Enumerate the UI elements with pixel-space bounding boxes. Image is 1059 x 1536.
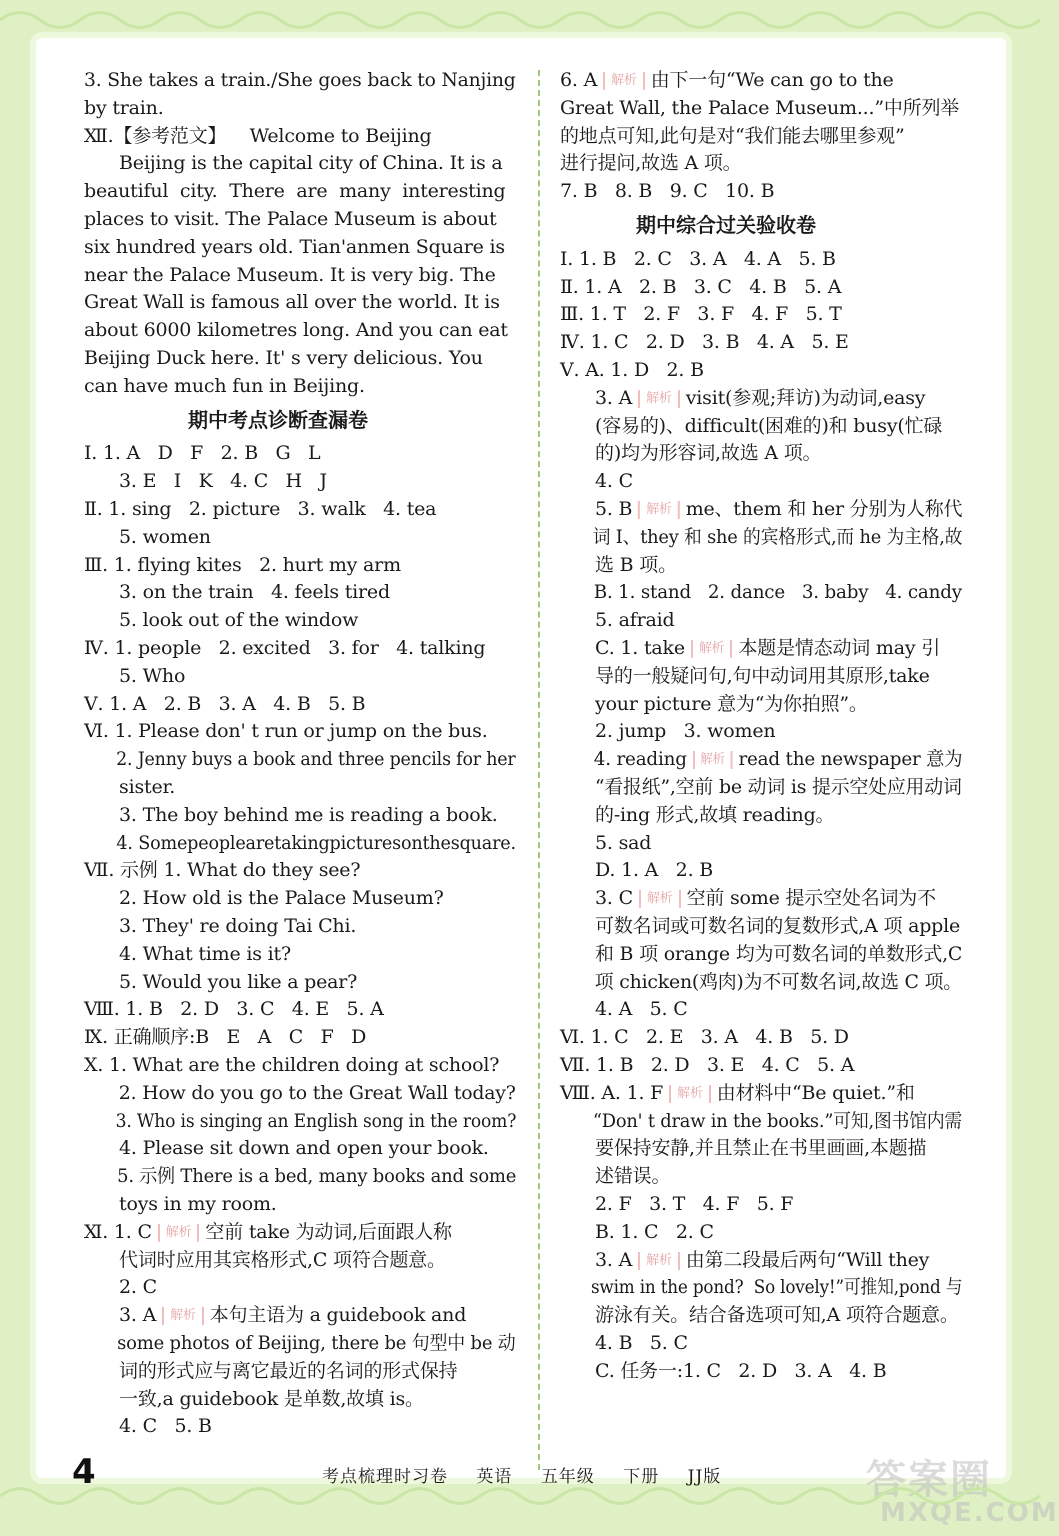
- answer-line: [84, 495, 436, 523]
- answer-line: [84, 717, 488, 745]
- answer-line: [84, 94, 164, 122]
- watermark-url: MXQE.COM: [880, 1498, 1059, 1528]
- answer-line: [84, 344, 483, 372]
- answer-line: [84, 634, 485, 662]
- answer-text: 2. F 3. T 4. F 5. F: [560, 1193, 794, 1215]
- answer-text: 和 B 项 orange 均为可数名词的单数形式,C: [560, 942, 963, 965]
- answer-text: 7. B 8. B 9. C 10. B: [560, 180, 775, 203]
- answer-line: [84, 606, 358, 634]
- analysis-text: 由第二段最后两句“Will they: [685, 1248, 930, 1271]
- answer-text: Ⅰ. 1. A D F 2. B G L: [84, 442, 321, 465]
- answer-line: [560, 1329, 688, 1357]
- answer-line: [84, 1385, 424, 1413]
- answer-line: [560, 1218, 714, 1246]
- answer-text: Ⅴ. 1. A 2. B 3. A 4. B 5. B: [84, 692, 366, 715]
- answer-text: 可数名词或可数名词的复数形式,A 项 apple: [560, 915, 961, 937]
- answer-line: [560, 122, 904, 150]
- answer-text: Ⅱ. 1. sing 2. picture 3. walk 4. tea: [84, 498, 437, 520]
- analysis-tag: 解析: [638, 501, 680, 519]
- answer-line: [84, 801, 498, 829]
- answer-text: 4. A 5. C: [560, 998, 688, 1021]
- answer-text: “看报纸”,空前 be 动词 is 提示空处应用动词: [560, 776, 962, 798]
- answer-text: Ⅲ. 1. T 2. F 3. F 4. F 5. T: [560, 303, 842, 326]
- answer-text: 2. How do you go to the Great Wall today?: [84, 1081, 516, 1104]
- answer-text: Ⅴ. A. 1. D 2. B: [560, 359, 704, 381]
- answer-line: [560, 467, 633, 495]
- answer-text: 5. women: [84, 525, 211, 548]
- answer-line: [84, 523, 211, 551]
- answer-text: swim in the pond? So lovely!”可推知,pond 与: [560, 1276, 963, 1299]
- watermark-text: 答案圈: [866, 1457, 992, 1503]
- answer-text: 5. Who: [84, 664, 186, 687]
- analysis-tag: 解析: [158, 1224, 200, 1242]
- answer-text: 3. They' re doing Tai Chi.: [84, 915, 357, 937]
- analysis-tag: 解析: [603, 72, 645, 90]
- analysis-tag: 解析: [691, 640, 733, 658]
- answer-text: six hundred years old. Tian'anmen Square is: [84, 235, 505, 258]
- answer-line: [84, 578, 390, 606]
- answer-line: [84, 829, 516, 857]
- answer-text: 3. A: [560, 1248, 633, 1271]
- answer-line: [560, 690, 868, 718]
- answer-line: [560, 578, 962, 606]
- analysis-text: read the newspaper 意为: [738, 748, 963, 771]
- answer-line: [84, 1079, 516, 1107]
- answer-text: Ⅷ. A. 1. F: [560, 1081, 664, 1104]
- answer-text: 4. Somepeoplearetakingpicturesonthesquare.: [84, 831, 516, 854]
- answer-text: 5. B: [560, 498, 633, 520]
- answer-line: [560, 149, 741, 177]
- answer-line: [84, 288, 500, 316]
- answer-line: [84, 773, 175, 801]
- answer-text: by train.: [84, 96, 164, 119]
- answer-text: 4. B 5. C: [560, 1332, 688, 1354]
- answer-line: [560, 968, 962, 996]
- answer-line: [84, 316, 508, 344]
- analysis-text: 由材料中“Be quiet.”和: [716, 1081, 915, 1104]
- answer-line: [84, 1023, 366, 1051]
- answer-text: 4. C: [560, 470, 633, 493]
- column-divider: [538, 70, 540, 1470]
- analysis-tag: 解析: [693, 751, 733, 769]
- answer-line: [84, 662, 185, 690]
- answer-line: [560, 717, 775, 745]
- answer-line: [560, 439, 821, 467]
- answer-text: your picture 意为“为你拍照”。: [560, 692, 868, 715]
- answer-text: 3. on the train 4. feels tired: [84, 581, 390, 604]
- answer-text: 4. What time is it?: [84, 942, 291, 965]
- analysis-tag: 解析: [638, 1252, 680, 1270]
- edition-label: JJ版: [687, 1467, 722, 1487]
- analysis-text: 本题是情态动词 may 引: [738, 637, 941, 659]
- answer-line: [84, 66, 516, 94]
- answer-text: Ⅶ. 1. B 2. D 3. E 4. C 5. A: [560, 1054, 855, 1076]
- answer-line: [84, 1134, 489, 1162]
- answer-text: 词的形式应与离它最近的名词的形式保持: [84, 1359, 458, 1382]
- analysis-tag: 解析: [162, 1307, 204, 1325]
- answer-text: Ⅱ. 1. A 2. B 3. C 4. B 5. A: [560, 275, 842, 298]
- answer-text: 的-ing 形式,故填 reading。: [560, 803, 835, 826]
- answer-text: C. 任务一:1. C 2. D 3. A 4. B: [560, 1359, 887, 1382]
- answer-line: [560, 1134, 926, 1162]
- answer-line: [560, 177, 774, 205]
- answer-line: [84, 149, 503, 177]
- section-title: 期中综合过关验收卷: [636, 213, 816, 237]
- answer-text: 3. She takes a train./She goes back to Nanjing: [84, 69, 516, 91]
- answer-line: [560, 773, 962, 801]
- answer-line: [560, 1301, 959, 1329]
- answer-text: B. 1. C 2. C: [560, 1220, 714, 1243]
- answer-text: Ⅸ. 正确顺序:B E A C F D: [84, 1026, 367, 1049]
- answer-line: [84, 1107, 516, 1135]
- answer-text: 2. C: [84, 1276, 157, 1299]
- answer-line: [84, 856, 360, 884]
- answer-line: [560, 300, 842, 328]
- answer-line: [84, 1162, 516, 1190]
- answer-text: 5. 示例 There is a bed, many books and some: [84, 1165, 517, 1188]
- answer-text: 3. The boy behind me is reading a book.: [84, 803, 498, 826]
- answer-line: [84, 1301, 466, 1329]
- answer-text: Ⅳ. 1. people 2. excited 3. for 4. talking: [84, 637, 486, 659]
- answer-text: “Don' t draw in the books.”可知,图书馆内需: [560, 1109, 963, 1132]
- answer-line: [560, 1107, 962, 1135]
- answer-line: [84, 940, 291, 968]
- answer-line: [560, 245, 836, 273]
- answer-line: [84, 1218, 452, 1246]
- answer-line: [560, 829, 651, 857]
- bottom-wave-border: [0, 1476, 1032, 1516]
- answer-text: D. 1. A 2. B: [560, 859, 714, 882]
- answer-line: [84, 551, 401, 579]
- subject-label: 英语: [476, 1467, 513, 1487]
- answer-text: Ⅲ. 1. flying kites 2. hurt my arm: [84, 553, 401, 576]
- answer-text: Ⅵ. 1. C 2. E 3. A 4. B 5. D: [560, 1026, 849, 1049]
- answer-line: [560, 1079, 915, 1107]
- answer-line: [560, 273, 841, 301]
- answer-text: 词 I、they 和 she 的宾格形式,而 he 为主格,故: [560, 525, 963, 548]
- answer-text: toys in my room.: [84, 1193, 277, 1215]
- answer-line: [84, 995, 384, 1023]
- answer-line: [84, 177, 505, 205]
- answer-text: Ⅷ. 1. B 2. D 3. C 4. E 5. A: [84, 998, 384, 1021]
- answer-text: Ⅻ.【参考范文】 Welcome to Beijing: [84, 124, 432, 147]
- section-title: 期中考点诊断查漏卷: [188, 407, 368, 432]
- answer-text: 的)均为形容词,故选 A 项。: [560, 442, 822, 465]
- answer-text: 6. A: [560, 69, 598, 91]
- answer-text: Ⅺ. 1. C: [84, 1220, 152, 1243]
- answer-line: [560, 884, 936, 912]
- answer-line: [84, 1412, 212, 1440]
- answer-text: B. 1. stand 2. dance 3. baby 4. candy: [560, 581, 962, 604]
- answer-text: 4. reading: [560, 748, 687, 771]
- top-wave-border: [0, 0, 1032, 40]
- answer-line: [560, 1273, 962, 1301]
- analysis-text: 由下一句“We can go to the: [650, 69, 894, 91]
- answer-line: [560, 495, 962, 523]
- answer-line: [560, 940, 962, 968]
- answer-line: [560, 606, 674, 634]
- answer-text: Beijing is the capital city of China. It is a: [84, 152, 503, 175]
- answer-line: [84, 122, 431, 150]
- answer-text: 5. afraid: [560, 609, 675, 632]
- answer-text: 3. A: [84, 1304, 157, 1327]
- answer-text: Ⅵ. 1. Please don' t run or jump on the bus.: [84, 720, 488, 743]
- answer-text: Ⅶ. 示例 1. What do they see?: [84, 859, 361, 882]
- answer-text: 5. Would you like a pear?: [84, 970, 358, 993]
- answer-line: [84, 1246, 446, 1274]
- answer-line: [560, 328, 849, 356]
- analysis-text: 空前 some 提示空处名词为不: [686, 887, 936, 910]
- answer-text: 2. jump 3. women: [560, 720, 776, 743]
- answer-text: Great Wall, the Palace Museum...”中所列举: [560, 96, 960, 119]
- answer-text: 述错误。: [560, 1165, 671, 1188]
- answer-line: [84, 439, 320, 467]
- answer-text: 3. A: [560, 386, 633, 409]
- answer-line: [84, 372, 365, 400]
- answer-line: [560, 94, 959, 122]
- answer-text: Ⅳ. 1. C 2. D 3. B 4. A 5. E: [560, 331, 849, 354]
- answer-text: 4. Please sit down and open your book.: [84, 1137, 489, 1160]
- answer-text: 2. Jenny buys a book and three pencils for her: [84, 748, 516, 771]
- answer-line: [84, 912, 356, 940]
- answer-line: [560, 551, 677, 579]
- answer-line: [84, 690, 365, 718]
- answer-text: C. 1. take: [560, 637, 685, 659]
- answer-text: beautiful city. There are many interesting: [84, 180, 506, 203]
- answer-text: near the Palace Museum. It is very big. The: [84, 263, 496, 286]
- answer-line: [560, 634, 940, 662]
- answer-line: [560, 745, 962, 773]
- answer-text: Ⅰ. 1. B 2. C 3. A 4. A 5. B: [560, 247, 836, 270]
- answer-text: Great Wall is famous all over the world. It is: [84, 291, 500, 314]
- answer-line: [84, 1357, 457, 1385]
- answer-line: [560, 1051, 854, 1079]
- answer-text: 导的一般疑问句,句中动词用其原形,take: [560, 664, 930, 687]
- answer-text: 3. Who is singing an English song in the room?: [84, 1109, 517, 1132]
- answer-text: places to visit. The Palace Museum is about: [84, 208, 497, 230]
- answer-line: [84, 1051, 499, 1079]
- answer-text: 4. C 5. B: [84, 1415, 212, 1438]
- answer-line: [560, 912, 960, 940]
- analysis-tag: 解析: [638, 390, 680, 408]
- answer-text: 的地点可知,此句是对“我们能去哪里参观”: [560, 124, 905, 147]
- answer-line: [84, 745, 516, 773]
- book-title: 考点梳理时习卷: [322, 1467, 448, 1487]
- answer-text: can have much fun in Beijing.: [84, 374, 365, 397]
- answer-text: 2. How old is the Palace Museum?: [84, 887, 444, 910]
- answer-line: [560, 66, 894, 94]
- answer-text: 项 chicken(鸡肉)为不可数名词,故选 C 项。: [560, 970, 962, 993]
- answer-line: [560, 384, 925, 412]
- answer-line: [560, 1246, 929, 1274]
- answer-line: [84, 261, 496, 289]
- answer-text: Ⅹ. 1. What are the children doing at school?: [84, 1054, 500, 1076]
- analysis-text: visit(参观;拜访)为动词,easy: [685, 386, 926, 409]
- answer-text: about 6000 kilometres long. And you can eat: [84, 319, 508, 342]
- answer-line: [560, 995, 688, 1023]
- answer-line: [560, 1162, 670, 1190]
- answer-text: 5. look out of the window: [84, 609, 359, 632]
- answer-line: [560, 856, 713, 884]
- answer-line: [84, 205, 497, 233]
- answer-line: [84, 233, 505, 261]
- analysis-text: 空前 take 为动词,后面跟人称: [205, 1220, 452, 1243]
- analysis-tag: 解析: [669, 1085, 711, 1103]
- answer-line: [560, 801, 834, 829]
- answer-text: 要保持安静,并且禁止在书里画画,本题描: [560, 1137, 927, 1160]
- answer-line: [84, 1329, 516, 1357]
- analysis-tag: 解析: [639, 890, 681, 908]
- answer-line: [84, 1273, 157, 1301]
- answer-line: [560, 523, 962, 551]
- answer-text: 5. sad: [560, 831, 652, 854]
- answer-line: [84, 884, 444, 912]
- analysis-text: me、them 和 her 分别为人称代: [685, 498, 963, 520]
- page-number: 4: [72, 1452, 96, 1492]
- answer-text: (容易的)、difficult(困难的)和 busy(忙碌: [560, 414, 943, 437]
- answer-text: Beijing Duck here. It' s very delicious. You: [84, 347, 483, 369]
- analysis-text: 本句主语为 a guidebook and: [209, 1304, 467, 1327]
- answer-text: 3. E I K 4. C H J: [84, 470, 327, 493]
- answer-line: [560, 1023, 849, 1051]
- answer-text: 进行提问,故选 A 项。: [560, 152, 742, 175]
- answer-text: 游泳有关。结合备选项可知,A 项符合题意。: [560, 1304, 959, 1327]
- answer-line: [84, 467, 327, 495]
- answer-line: [560, 356, 704, 384]
- answer-line: [560, 1190, 793, 1218]
- answer-text: 3. C: [560, 887, 633, 910]
- answer-line: [560, 1357, 886, 1385]
- answer-text: 一致,a guidebook 是单数,故填 is。: [84, 1387, 424, 1410]
- answer-line: [560, 662, 930, 690]
- grade-label: 五年级: [540, 1467, 595, 1487]
- answer-text: sister.: [84, 776, 176, 798]
- answer-text: some photos of Beijing, there be 句型中 be 动: [84, 1332, 516, 1354]
- answer-line: [84, 968, 357, 996]
- term-label: 下册: [623, 1467, 660, 1487]
- answer-line: [560, 412, 942, 440]
- answer-text: 代词时应用其宾格形式,C 项符合题意。: [84, 1248, 446, 1271]
- answer-text: 选 B 项。: [560, 553, 677, 576]
- answer-line: [84, 1190, 277, 1218]
